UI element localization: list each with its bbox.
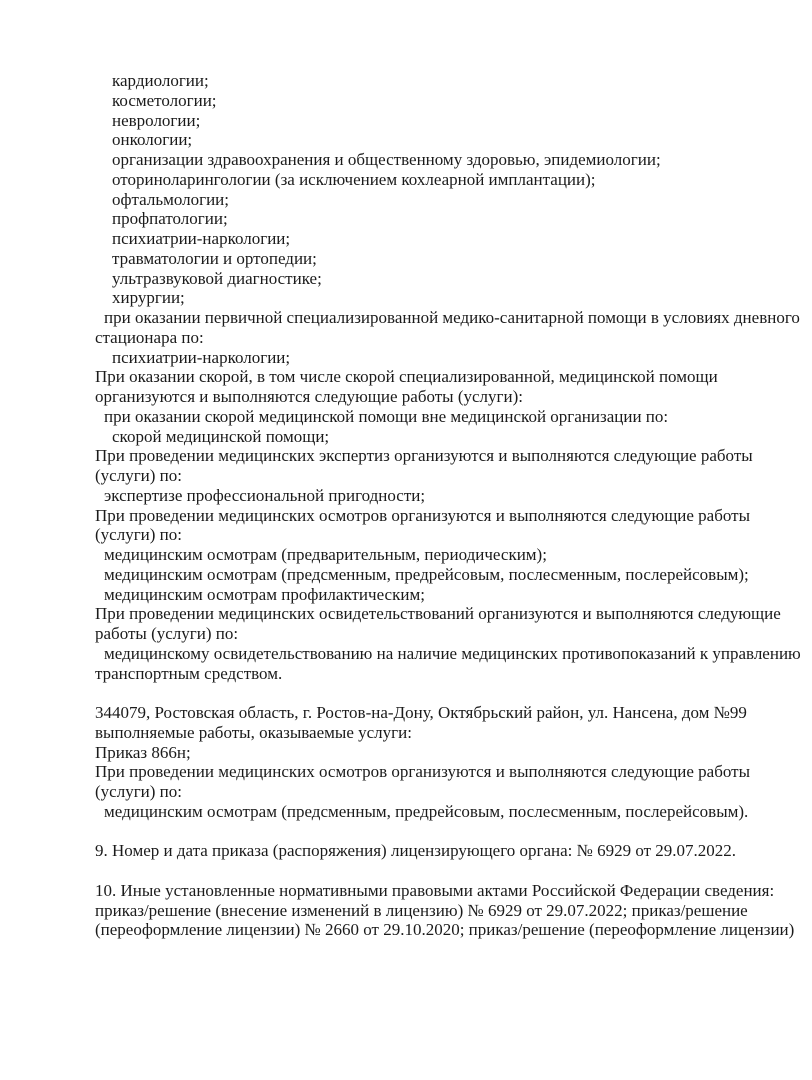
text-line: медицинским осмотрам (предсменным, предрейсовым, послесменным, послерейсовым). [104, 801, 749, 821]
text-line: медицинским осмотрам (предварительным, периодическим); [104, 545, 547, 564]
text-line: Приказ 866н; [95, 742, 191, 762]
text-line: стационара по: [95, 327, 204, 347]
text-line: при оказании первичной специализированной медико-санитарной помощи в условиях дневного [104, 308, 800, 327]
text-line: (услуги) по: [95, 525, 182, 545]
text-line: работы (услуги) по: [95, 624, 239, 643]
text-line: транспортным средством. [95, 663, 283, 683]
text-line: (переоформление лицензии) № 2660 от 29.10.2020; приказ/решение (переоформление лицензии) [95, 920, 795, 940]
text-line: оториноларингологии (за исключением кохлеарной имплантации); [112, 169, 596, 189]
text-line: при оказании скорой медицинской помощи вне медицинской организации по: [104, 406, 669, 426]
text-line: психиатрии-наркологии; [112, 347, 291, 367]
blank-line [95, 822, 792, 842]
text-line: кардиологии; [112, 71, 209, 90]
text-line: При проведении медицинских экспертиз организуются и выполняются следующие работы [95, 446, 753, 466]
text-line: медицинским осмотрам (предсменным, предрейсовым, послесменным, послерейсовым); [104, 564, 749, 584]
text-line: психиатрии-наркологии; [112, 229, 291, 248]
text-line: офтальмологии; [112, 189, 229, 209]
text-line: медицинскому освидетельствованию на наличие медицинских противопоказаний к управлению [104, 643, 801, 663]
text-line: профпатологии; [112, 209, 228, 229]
text-line: приказ/решение (внесение изменений в лицензию) № 6929 от 29.07.2022; приказ/решение [95, 900, 748, 920]
text-line: (услуги) по: [95, 466, 182, 485]
text-line: выполняемые работы, оказываемые услуги: [95, 722, 412, 742]
text-line: При проведении медицинских осмотров организуются и выполняются следующие работы [95, 505, 750, 525]
text-line: организации здравоохранения и общественному здоровью, эпидемиологии; [112, 150, 661, 169]
text-line: организуются и выполняются следующие работы (услуги): [95, 387, 523, 406]
text-line: 9. Номер и дата приказа (распоряжения) лицензирующего органа: № 6929 от 29.07.2022. [95, 841, 737, 861]
text-line: При оказании скорой, в том числе скорой специализированной, медицинской помощи [95, 367, 718, 387]
text-line: онкологии; [112, 130, 193, 150]
text-line: 10. Иные установленные нормативными правовыми актами Российской Федерации сведения: [95, 880, 775, 900]
text-line: При проведении медицинских осмотров организуются и выполняются следующие работы [95, 762, 750, 782]
text-line: 344079, Ростовская область, г. Ростов-на-Дону, Октябрьский район, ул. Нансена, дом №99 [95, 703, 747, 722]
blank-line [95, 683, 792, 703]
text-line: хирургии; [112, 288, 185, 308]
document-text [95, 71, 801, 940]
text-line: ультразвуковой диагностике; [112, 268, 322, 288]
text-line: медицинским осмотрам профилактическим; [104, 584, 425, 604]
text-line: косметологии; [112, 90, 217, 110]
blank-line [95, 861, 792, 881]
text-line: экспертизе профессиональной пригодности; [104, 485, 426, 505]
text-line: травматологии и ортопедии; [112, 248, 317, 268]
text-line: неврологии; [112, 110, 201, 130]
text-line: скорой медицинской помощи; [112, 426, 330, 446]
text-line: (услуги) по: [95, 782, 182, 801]
text-line: При проведении медицинских освидетельствований организуются и выполняются следующие [95, 604, 781, 624]
